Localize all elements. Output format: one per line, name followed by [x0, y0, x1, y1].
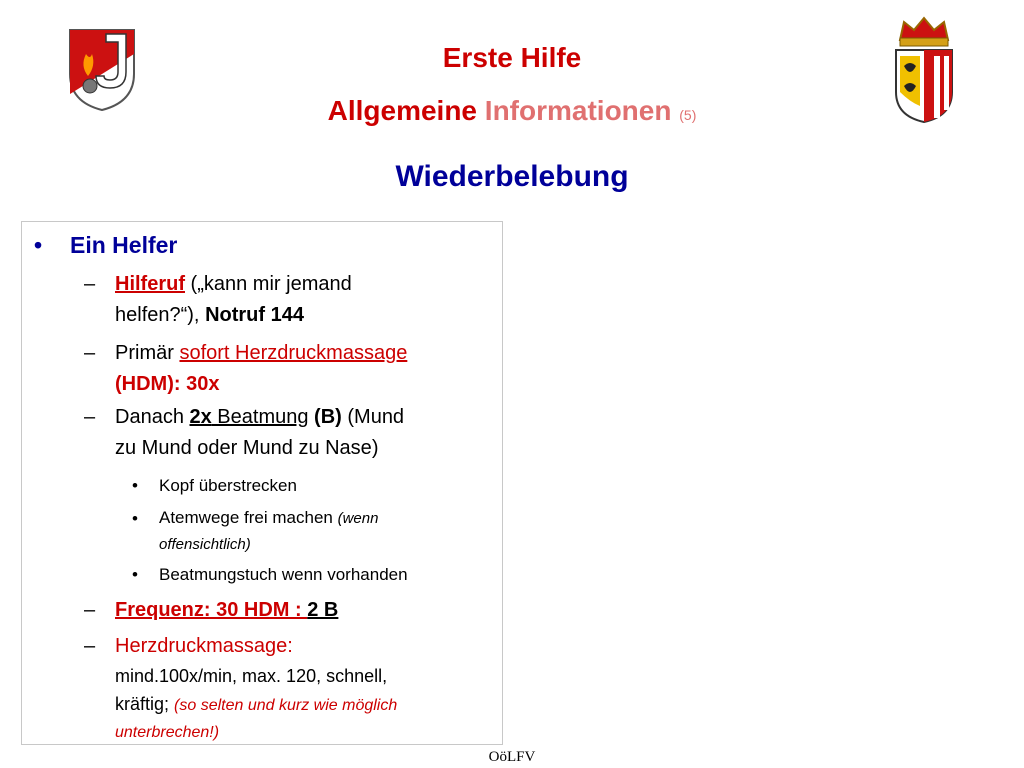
frequenz-value: 2 B	[307, 599, 339, 621]
list-item-frequenz	[115, 595, 499, 626]
hilferuf-quote-end: helfen?“),	[115, 304, 206, 326]
beatmung-count: 2x	[189, 406, 212, 428]
sub-item-tuch: Beatmungstuch wenn vorhanden	[159, 565, 408, 584]
hilferuf-text: Hilferuf	[115, 273, 185, 295]
dash-marker: –	[84, 599, 96, 621]
list-item-primaer	[115, 338, 499, 400]
beatmung-text: Beatmung	[211, 406, 309, 428]
dash-marker: –	[84, 273, 96, 295]
hdm-kraeftig: kräftig;	[115, 694, 175, 714]
mund-text-2: zu Mund oder Mund zu Nase	[115, 437, 372, 459]
sub-item-kopf: Kopf überstrecken	[159, 476, 297, 495]
atemwege-text: Atemwege frei machen	[159, 508, 338, 527]
beatmung-abbrev: (B)	[308, 406, 342, 428]
hilferuf-quote: („kann mir jemand	[185, 273, 352, 295]
sub-item-atemwege	[159, 505, 499, 557]
sub-bullet-marker: •	[132, 565, 138, 584]
dash-marker: –	[84, 406, 96, 428]
primaer-text: Primär	[115, 342, 180, 364]
page-subtitle	[0, 95, 1024, 127]
hdm-line3	[115, 690, 501, 720]
footer-organization: OöLFV	[488, 749, 536, 765]
atemwege-note-2: offensichtlich)	[159, 536, 251, 553]
list-item-hilferuf	[115, 269, 499, 331]
content-box	[21, 221, 503, 745]
notruf-text: Notruf 144	[205, 304, 304, 326]
atemwege-note: (wenn	[337, 510, 379, 527]
main-bullet-marker: •	[34, 232, 43, 258]
hdm-count: (HDM): 30x	[115, 373, 220, 395]
main-bullet-text: Ein Helfer	[70, 232, 178, 258]
hdm-line2: mind.100x/min, max. 120, schnell,	[115, 666, 388, 686]
danach-text: Danach	[115, 406, 190, 428]
hdm-label: Herzdruckmassage:	[115, 635, 293, 657]
list-item-hdm	[115, 631, 501, 746]
subtitle-part2: Informationen	[484, 95, 672, 126]
hdm-note: (so selten und kurz wie möglich	[174, 697, 398, 714]
mund-close: )	[371, 437, 379, 459]
subtitle-part1: Allgemeine	[327, 95, 485, 126]
list-item-beatmung	[115, 402, 499, 464]
section-title: Wiederbelebung	[395, 160, 629, 193]
page-title: Erste Hilfe	[442, 42, 582, 73]
hdm-note-2: unterbrechen!)	[115, 724, 220, 741]
hdm-highlight: sofort Herzdruckmassage	[179, 342, 408, 364]
dash-marker: –	[84, 635, 96, 657]
dash-marker: –	[84, 342, 96, 364]
frequenz-text: Frequenz: 30 HDM :	[115, 599, 308, 621]
mund-text: (Mund	[341, 406, 405, 428]
subtitle-page-marker: (5)	[679, 107, 697, 123]
sub-bullet-marker: •	[132, 476, 138, 495]
sub-bullet-marker: •	[132, 509, 138, 528]
